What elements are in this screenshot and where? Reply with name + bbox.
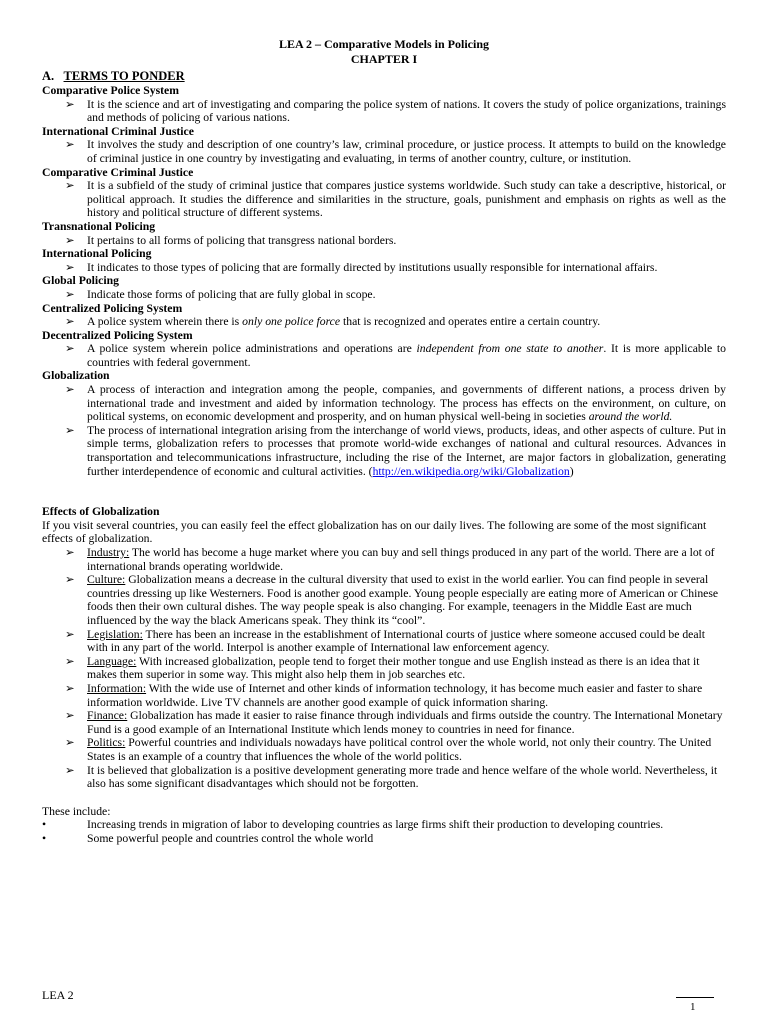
arrow-bullet-icon: ➢ — [65, 423, 75, 437]
arrow-bullet-icon: ➢ — [65, 287, 75, 301]
effect-item — [42, 573, 726, 627]
page-number: 1 — [690, 1001, 696, 1013]
effect-text: It is believed that globalization is a positive development generating more trade and hence welfare of the whole world. Nevertheless, it also has some significant disadvantages which should not be forgotten. — [87, 763, 718, 791]
term-heading: Transnational Policing — [42, 219, 156, 233]
arrow-bullet-icon: ➢ — [65, 179, 75, 193]
section-letter: A. — [42, 69, 55, 83]
arrow-bullet-icon: ➢ — [65, 709, 75, 723]
arrow-bullet-icon: ➢ — [65, 763, 75, 777]
spacer — [42, 791, 726, 805]
effect-item — [42, 628, 726, 655]
spacer — [42, 478, 726, 505]
effects-list — [42, 546, 726, 791]
content-body — [42, 84, 726, 845]
effect-item — [42, 709, 726, 736]
effect-item — [42, 682, 726, 709]
effect-item — [42, 764, 726, 791]
definition-item: ➢ A process of interaction and integration among the people, companies, and governments of different nations, a process driven by international trade and investment and aided by information technology. The process has effects on the environment, on culture, on political systems, on economic development and prosperity, and on human physical well-being in societies around the world. — [65, 383, 726, 424]
effect-label: Language: — [87, 654, 137, 668]
term-heading: Centralized Policing System — [42, 301, 183, 315]
document-title: LEA 2 – Comparative Models in Policing — [279, 37, 489, 51]
bullet-dot-icon: • — [42, 818, 47, 832]
effect-item — [42, 655, 726, 682]
arrow-bullet-icon: ➢ — [65, 627, 75, 641]
term-heading: Comparative Police System — [42, 84, 179, 97]
arrow-bullet-icon: ➢ — [65, 736, 75, 750]
term-heading: Comparative Criminal Justice — [42, 165, 194, 179]
definition-item: ➢ The process of international integration arising from the interchange of world views, products, ideas, and other aspects of culture. Put in simple terms, globalization refers to processes that promote world-wide exchanges of national and cultural resources. Advances in transportation and telecommunications infrastructure, including the rise of the Internet, are major factors in globalization, generating further interdependence of economic and cultural activities. (http://en.wikipedia.org/wiki/Globalization) — [65, 423, 726, 478]
effects-heading: Effects of Globalization — [42, 505, 160, 519]
term-heading: International Criminal Justice — [42, 124, 194, 138]
effect-text: Globalization has made it easier to raise finance through individuals and firms outside the country. The International Monetary Fund is a good example of an International Institute which lends money to countries in need for finance. — [87, 709, 723, 736]
effect-text: With the wide use of Internet and other kinds of information technology, it has become much easier and faster to share information worldwide. Live TV channels are another good example of quick information sharing. — [87, 681, 703, 709]
effect-label: Finance: — [87, 709, 128, 723]
term-heading: Global Policing — [42, 274, 119, 288]
list-item: • Some powerful people and countries control the whole world — [42, 831, 374, 845]
effect-label: Industry: — [87, 546, 130, 559]
term-heading: Globalization — [42, 369, 110, 383]
these-include-label: These include: — [42, 804, 111, 818]
term-heading: Decentralized Policing System — [42, 328, 193, 342]
effect-text: The world has become a huge market where you can buy and sell things produced in any part of the world. There are a lot of international brands operating worldwide. — [87, 546, 715, 573]
definition-item: ➢ A police system wherein police administrations and operations are independent from one state to another. It is more applicable to countries with federal government. — [65, 342, 726, 369]
arrow-bullet-icon: ➢ — [65, 654, 75, 668]
footer-label: LEA 2 — [42, 988, 74, 1002]
effects-intro: If you visit several countries, you can easily feel the effect globalization has on our daily lives. The following are some of the most significant effects of globalization. — [42, 518, 707, 546]
arrow-bullet-icon: ➢ — [65, 233, 75, 247]
effect-item — [42, 546, 726, 573]
term-heading: International Policing — [42, 247, 152, 261]
definition-item: ➢ Indicate those forms of policing that are fully global in scope. — [65, 287, 376, 301]
arrow-bullet-icon: ➢ — [65, 681, 75, 695]
definition-item: ➢ It involves the study and description of one country’s law, criminal procedure, or justice process. It attempts to build on the knowledge of criminal justice in one country by investigating and evaluating, in terms of another country, culture, or institution. — [65, 138, 726, 165]
bullet-dot-icon: • — [42, 831, 47, 845]
effect-text: Powerful countries and individuals nowadays have political control over the whole world, not only their country. The United States is an example of a country that influences the whole of the world politics. — [87, 736, 712, 763]
list-item: • Increasing trends in migration of labor to developing countries as large firms shift their production to developing countries. — [42, 818, 664, 832]
effect-item — [42, 736, 726, 763]
arrow-bullet-icon: ➢ — [65, 97, 75, 111]
arrow-bullet-icon: ➢ — [65, 138, 75, 152]
effect-label: Politics: — [87, 736, 126, 750]
chapter-heading: CHAPTER I — [350, 52, 418, 66]
definition-item: ➢ A police system wherein there is only one police force that is recognized and operates entire a certain country. — [65, 315, 601, 329]
effect-label: Legislation: — [87, 627, 143, 641]
definition-item: ➢ It pertains to all forms of policing that transgress national borders. — [65, 233, 397, 247]
definition-item: ➢ It is a subfield of the study of criminal justice that compares justice systems worldwide. Such study can take a descriptive, historical, or political approach. It studies the difference and similarities in the structure, goals, punishment and emphasis on rights as well as the history and political structure of different systems. — [65, 179, 726, 220]
section-heading — [42, 70, 185, 84]
effect-text: Globalization means a decrease in the cultural diversity that used to exist in the world earlier. You can find people in several countries dressing up like Westerners. Food is another good example. Young people especially are eating more of American or Chinese foods then their own cultural dishes. The way people speak is also changing. For example, teenagers in the Middle East are much influenced by the way the black Americans speak. They think its “cool”. — [87, 573, 719, 627]
arrow-bullet-icon: ➢ — [65, 260, 75, 274]
effect-label: Information: — [87, 681, 147, 695]
wikipedia-link[interactable]: http://en.wikipedia.org/wiki/Globalization — [372, 464, 570, 478]
definition-item: ➢ It is the science and art of investigating and comparing the police system of nations. It covers the study of police organizations, trainings and methods of policing of various nations. — [65, 97, 726, 125]
effect-text: There has been an increase in the establishment of International courts of justice where someone accused could be dealt with in any part of the world. Interpol is another example of International law enforcement agency. — [87, 627, 706, 655]
arrow-bullet-icon: ➢ — [65, 315, 75, 329]
arrow-bullet-icon: ➢ — [65, 383, 75, 397]
arrow-bullet-icon: ➢ — [65, 573, 75, 587]
section-title: TERMS TO PONDER — [63, 69, 185, 83]
arrow-bullet-icon: ➢ — [65, 546, 75, 559]
effect-text: With increased globalization, people tend to forget their mother tongue and use English instead as there is an idea that it makes them superior in some way. This might also help them in job searches etc. — [87, 654, 700, 682]
arrow-bullet-icon: ➢ — [65, 342, 75, 356]
definition-item: ➢ It indicates to those types of policing that are formally directed by institutions usually responsible for international affairs. — [65, 260, 658, 274]
effect-label: Culture: — [87, 573, 126, 587]
footer-divider — [676, 997, 714, 998]
